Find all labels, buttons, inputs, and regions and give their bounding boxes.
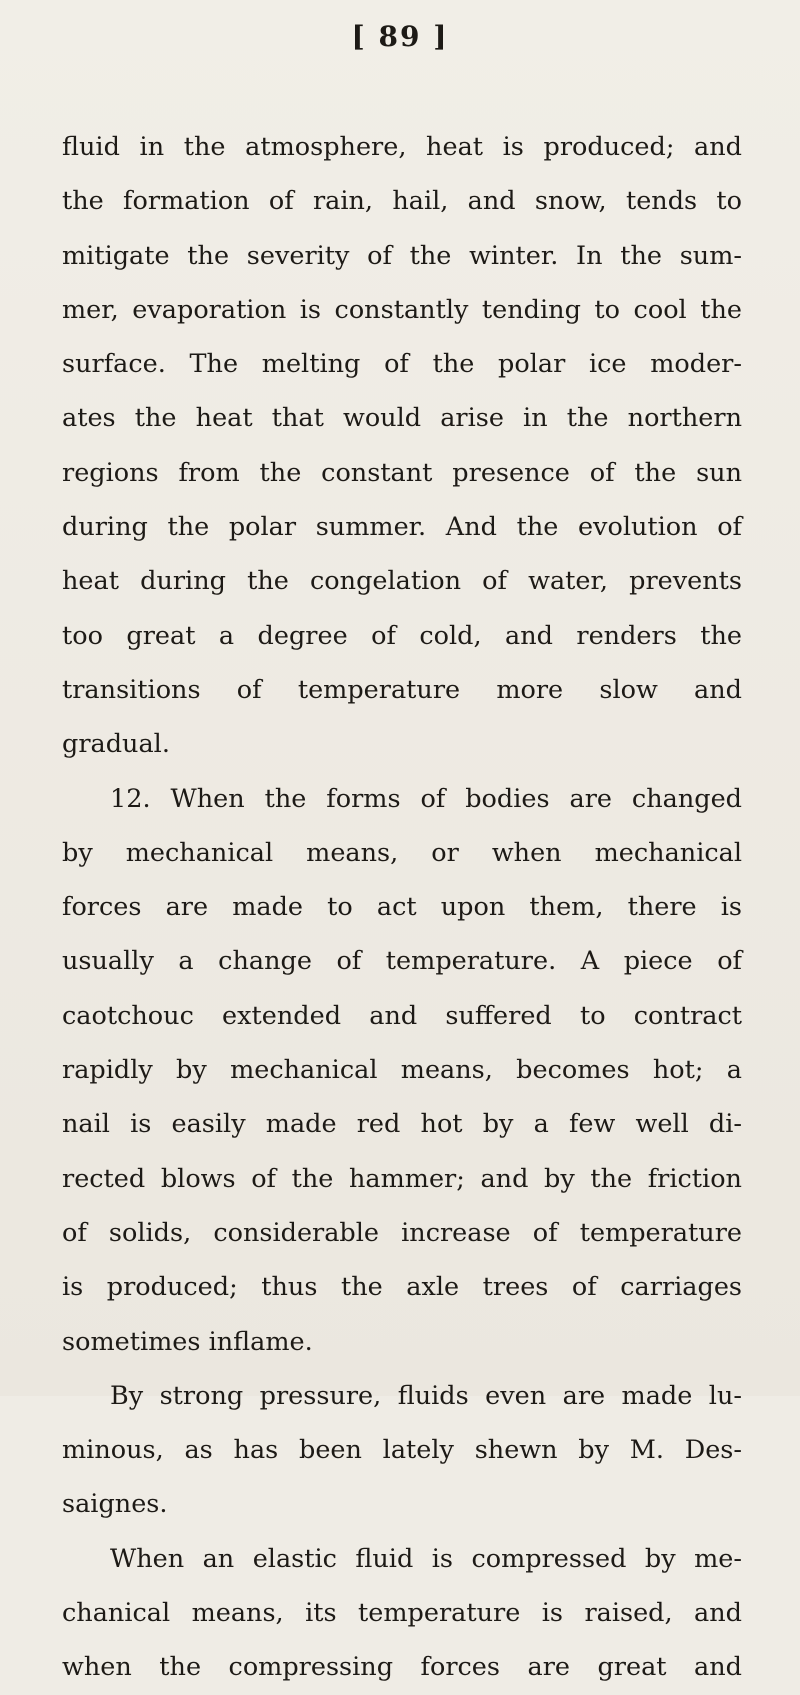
text-line: too great a degree of cold, and renders the [62,620,742,651]
text-line: caotchouc extended and suffered to contract [62,1000,742,1031]
paragraph-end-line: sometimes inflame. [62,1326,313,1357]
text-line: mitigate the severity of the winter. In the sum- [62,240,742,271]
text-line: rected blows of the hammer; and by the friction [62,1163,742,1194]
section-start-line: 12. When the forms of bodies are changed [110,783,742,814]
text-line: when the compressing forces are great and [62,1652,742,1683]
page-number: [ 89 ] [351,20,449,53]
paragraph-end-line: gradual. [62,729,170,760]
text-line: of solids, considerable increase of temperature [62,1217,742,1248]
paragraph-start-line: When an elastic fluid is compressed by me- [110,1543,742,1574]
text-line: heat during the congelation of water, prevents [62,566,742,597]
text-line: the formation of rain, hail, and snow, tends to [62,186,742,217]
paragraph-end-line: saignes. [62,1489,168,1520]
text-line: by mechanical means, or when mechanical [62,837,742,868]
text-line: ates the heat that would arise in the northern [62,403,742,434]
text-line: fluid in the atmosphere, heat is produced; and [62,132,742,162]
text-line: is produced; thus the axle trees of carriages [62,1272,742,1303]
text-line: regions from the constant presence of the sun [62,457,742,488]
paragraph-start-line: By strong pressure, fluids even are made lu- [110,1380,742,1411]
text-line: forces are made to act upon them, there is [62,892,742,923]
text-line: transitions of temperature more slow and [62,674,742,705]
text-line: nail is easily made red hot by a few well di- [62,1109,742,1140]
text-line: chanical means, its temperature is raised, and [62,1598,742,1629]
text-line: mer, evaporation is constantly tending to cool the [62,294,742,325]
text-line: rapidly by mechanical means, becomes hot; a [62,1055,742,1086]
text-line: minous, as has been lately shewn by M. Des- [62,1435,742,1466]
text-line: surface. The melting of the polar ice moder- [62,349,742,380]
text-line: during the polar summer. And the evolution of [62,512,742,543]
body-text [62,120,742,1695]
text-line: usually a change of temperature. A piece of [62,946,742,977]
